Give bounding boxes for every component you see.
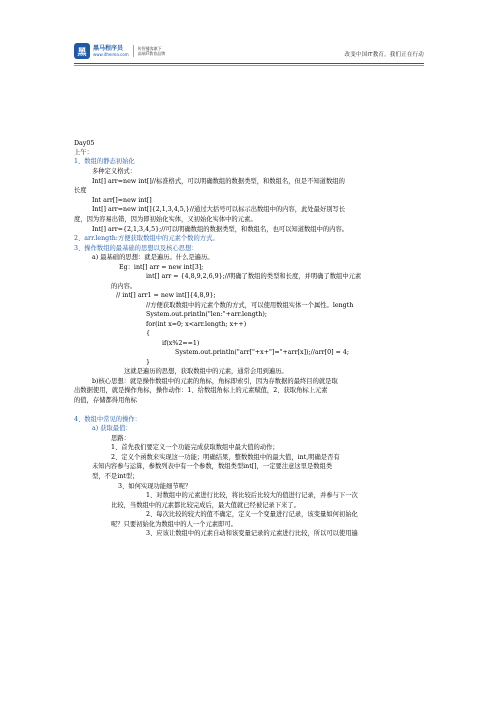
logo-subtitle-2: 高端IT教育品牌 [137, 51, 166, 56]
text-line: a) 最基础的思想：就是遍历。什么是遍历。 [92, 254, 214, 261]
text-line: 长度 [74, 187, 87, 194]
code-line: for(int x=0; x<arr.length; x++) [146, 321, 247, 328]
text-line: 2、每次比较的较大的值不确定，定义一个变量进行记录，该变量如何初始化 [146, 511, 358, 518]
heading-3: 3、操作数组的最基础的思想以及核心思想： [74, 245, 198, 252]
text-line: b)核心思想：就是操作数组中的元素的角标，角标即索引，因为存数据的最终目的就是取 [92, 378, 338, 385]
text-line: Int[] arr=new int[]//标准格式，可以明确数组的数据类型，和数组名，但是不知道数组的 [92, 178, 345, 185]
code-line: 的内容。 [111, 283, 137, 290]
text-line: 度，因为容易出错，因为即初始化实体，又初始化实体中的元素。 [74, 216, 257, 223]
text-line: 未知内容参与运算，参数列表中有一个参数，数组类型int[]，一定要注意这里是数组类 [92, 463, 333, 470]
code-line: int[] arr = {4,8,9,2,6,9};//明确了数组的类型和长度，并明确了数组中元素 [146, 273, 362, 280]
text-line: 的值，存储都得用角标 [74, 397, 137, 404]
doc-title: Day05 [74, 140, 95, 147]
logo-url: www.itheima.com [93, 51, 129, 57]
text-line: 3、如何实现功能细节呢？ [118, 483, 192, 490]
text-line: Int arr[]=new int[] [92, 197, 152, 204]
text-line: 呢？只要初始化为数组中的人一个元素即可。 [111, 521, 237, 528]
text-line: 思路： [111, 435, 130, 442]
heading-2: 2、arr.length:方便获取数组中的元素个数的方式。 [74, 235, 219, 242]
text-line: 出数据使用，就是操作角标，操作动作：1、给数组角标上的元素赋值，2、获取角标上元素 [74, 387, 328, 394]
heading-1: 1、数组的静态初始化 [74, 158, 135, 165]
text-line: 1、首先我们要定义一个功能完成获取数组中最大值的动作； [111, 444, 279, 451]
text-line: Int[] arr={2,1,3,4,5};//可以明确数组的数据类型，和数组名，也可以知道数组中的内容。 [92, 226, 349, 233]
text-line: 3、应该让数组中的元素自动和该变量记录的元素进行比较，所以可以使用遍 [146, 530, 358, 537]
logo-name: 黑马程序员 [93, 44, 124, 52]
code-line: Eg：int[] arr = new int[3]; [119, 264, 204, 271]
text-line: 多种定义格式： [92, 168, 137, 175]
code-line: if(x%2==1) [162, 340, 200, 347]
text-line: 2、定义个函数来实现这一功能；明确结果，整数数组中的最大值，int,明确是否有 [111, 454, 340, 461]
code-line: //方便获取数组中的元素个数的方式，可以使用数组实体一个属性。length [146, 302, 354, 309]
subheading-a: a) 获取最值： [92, 425, 132, 432]
code-line: } [146, 359, 151, 366]
logo-subtitle-1: 传智播客旗下 [137, 46, 162, 51]
logo-mark-icon: 黑 [74, 43, 90, 59]
code-line: { [146, 330, 151, 337]
code-line: // int[] arr1 = new int[]{4,8,9}; [116, 292, 216, 299]
text-line: 比较，当数组中的元素都比较完成后，最大值就已经被记录下来了。 [111, 502, 300, 509]
text-line: 型，不是int型； [92, 473, 139, 480]
code-line: System.out.println("arr["+x+"]="+arr[x]);//arr[0] = 4; [175, 349, 349, 356]
section-label: 上午： [74, 149, 93, 156]
code-line: System.out.println("len:"+arr.length); [146, 311, 267, 318]
header-slogan: 改变中国IT教育，我们正在行动 [344, 52, 424, 58]
text-line: 1、对数组中的元素进行比较，将比较后比较大的值进行记录，并参与下一次 [146, 492, 358, 499]
heading-4: 4、数组中常见的操作： [74, 416, 141, 423]
text-line: 这就是遍历的思想，获取数组中的元素，通常会用到遍历。 [124, 368, 288, 375]
text-line: Int[] arr=new int[]{2,1,3,4,5,}//通过大括号可以标示出数组中的内容，此处最好别写长 [92, 206, 346, 213]
